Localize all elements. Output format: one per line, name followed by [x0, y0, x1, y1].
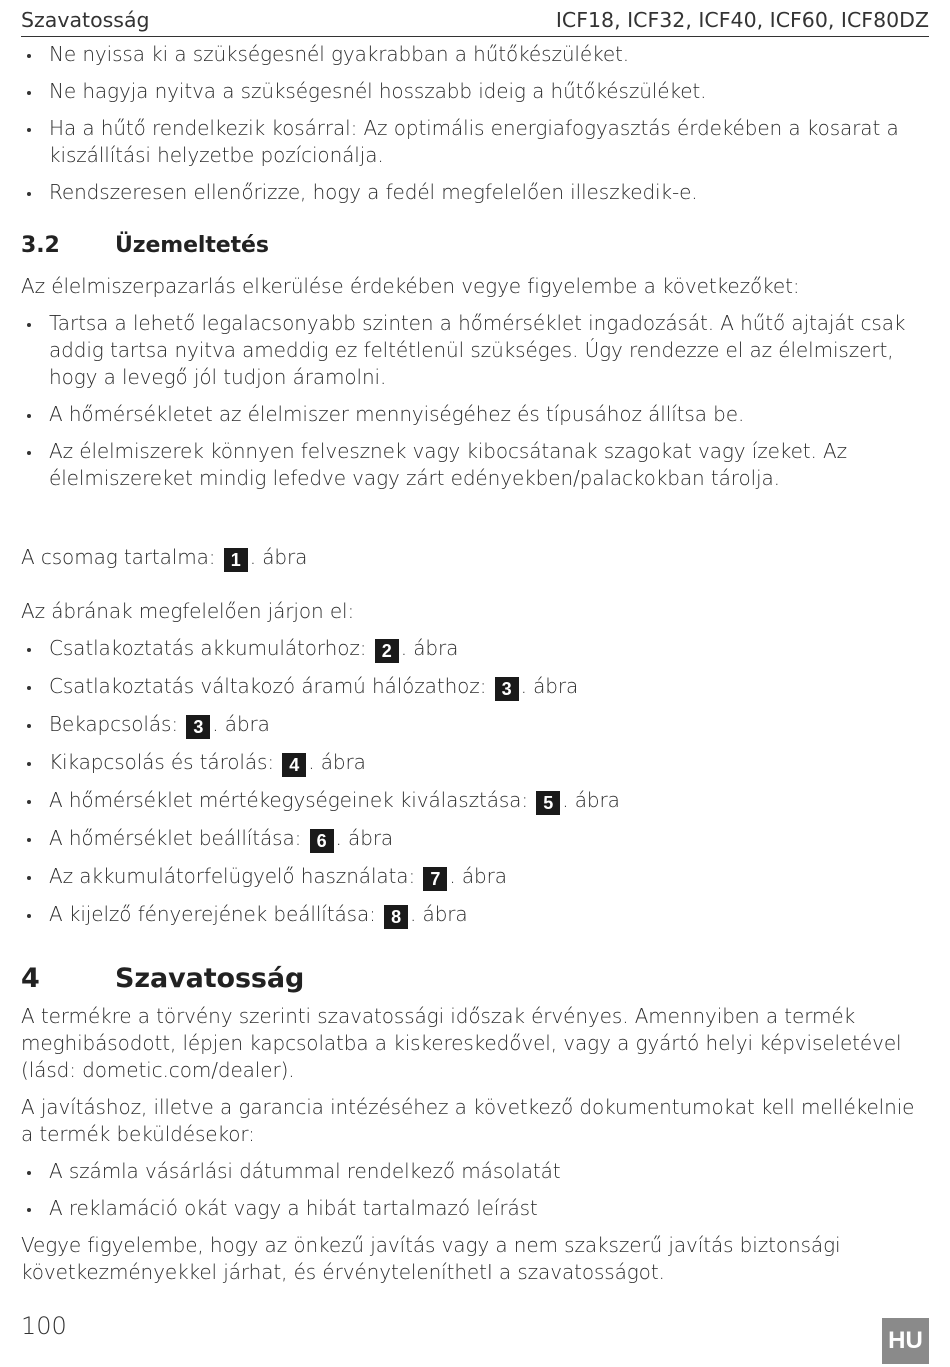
list-item: Csatlakoztatás váltakozó áramú hálózathoz: 3 . ábra [21, 673, 931, 701]
page-content [21, 41, 931, 1296]
header-model-list: ICF18, ICF32, ICF40, ICF60, ICF80DZ [555, 8, 929, 32]
operation-bullet-list [21, 310, 931, 492]
package-label: A csomag tartalma: [21, 545, 216, 569]
list-item: Bekapcsolás: 3 . ábra [21, 711, 931, 739]
list-item: A hőmérséklet mértékegységeinek kiválasztása: 5 . ábra [21, 787, 931, 815]
section-heading-4 [21, 963, 931, 995]
list-item: Tartsa a lehető legalacsonyabb szinten a hőmérséklet ingadozását. A hűtő ajtaját csak addig tartsa nyitva ameddig ez feltétlenül szükséges. Úgy rendezze el az élelmiszert, hogy a levegő jól tudjon áramolni. [21, 310, 931, 391]
language-tab: HU [882, 1318, 929, 1364]
steps-list [21, 635, 931, 929]
header-section-title: Szavatosság [21, 8, 150, 32]
list-item: Csatlakoztatás akkumulátorhoz: 2 . ábra [21, 635, 931, 663]
figure-badge: 5 [536, 791, 560, 815]
intro-bullet-list [21, 41, 931, 206]
page-header [21, 6, 929, 37]
section-title: Szavatosság [115, 963, 305, 994]
list-item: Ha a hűtő rendelkezik kosárral: Az optimális energiafogyasztás érdekében a kosarat a kiszállítási helyzetbe pozícionálja. [21, 115, 931, 169]
list-item: Ne nyissa ki a szükségesnél gyakrabban a hűtőkészüléket. [21, 41, 931, 68]
figure-badge: 8 [384, 905, 408, 929]
list-item: Ne hagyja nyitva a szükségesnél hosszabb ideig a hűtőkészüléket. [21, 78, 931, 105]
warranty-paragraph-3: Vegye figyelembe, hogy az önkezű javítás vagy a nem szakszerű javítás biztonsági következményekkel járhat, és érvényteleníthetI a szavatosságot. [21, 1233, 841, 1284]
section-number: 3.2 [21, 233, 60, 258]
list-item: A hőmérsékletet az élelmiszer mennyiségéhez és típusához állítsa be. [21, 401, 931, 428]
package-contents [21, 544, 931, 572]
figure-badge: 1 [224, 548, 248, 572]
list-item: A reklamáció okát vagy a hibát tartalmazó leírást [21, 1195, 931, 1222]
warranty-paragraph-2: A javításhoz, illetve a garancia intézéséhez a következő dokumentumokat kell mellékelnie a termék beküldésekor: [21, 1095, 915, 1146]
section-heading-3-2 [21, 232, 931, 259]
warranty-documents-list [21, 1158, 931, 1222]
warranty-paragraph-1: A termékre a törvény szerinti szavatossági időszak érvényes. Amennyiben a termék meghibásodott, lépjen kapcsolatba a kiskereskedővel, vagy a gyártó helyi képviseletével (lásd: dometic.com/dealer). [21, 1004, 902, 1082]
figure-badge: 2 [375, 639, 399, 663]
figure-badge: 7 [423, 867, 447, 891]
list-item: Az élelmiszerek könnyen felvesznek vagy kibocsátanak szagokat vagy ízeket. Az élelmiszereket mindig lefedve vagy zárt edényekben/palackokban tárolja. [21, 438, 931, 492]
section-number: 4 [21, 963, 40, 994]
figure-badge: 3 [186, 715, 210, 739]
page-number: 100 [21, 1312, 67, 1340]
section-title: Üzemeltetés [115, 233, 269, 258]
figure-badge: 4 [282, 753, 306, 777]
list-item: A kijelző fényerejének beállítása: 8 . ábra [21, 901, 931, 929]
list-item: Rendszeresen ellenőrizze, hogy a fedél megfelelően illeszkedik-e. [21, 179, 931, 206]
section-intro: Az élelmiszerpazarlás elkerülése érdekében vegye figyelembe a következőket: [21, 274, 800, 298]
list-item: A hőmérséklet beállítása: 6 . ábra [21, 825, 931, 853]
list-item: A számla vásárlási dátummal rendelkező másolatát [21, 1158, 931, 1185]
figure-badge: 6 [310, 829, 334, 853]
figure-suffix: . ábra [249, 545, 308, 569]
steps-intro: Az ábrának megfelelően járjon el: [21, 599, 355, 623]
figure-badge: 3 [495, 677, 519, 701]
list-item: Kikapcsolás és tárolás: 4 . ábra [21, 749, 931, 777]
list-item: Az akkumulátorfelügyelő használata: 7 . ábra [21, 863, 931, 891]
